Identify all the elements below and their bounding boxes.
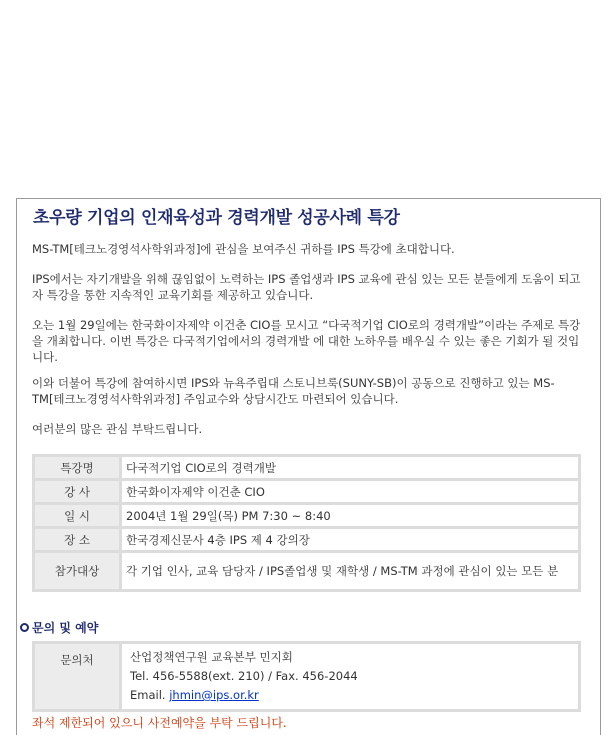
- table-row: [35, 644, 578, 709]
- circle-bullet-icon: [20, 623, 29, 632]
- reservation-notice: 좌석 제한되어 있으니 사전예약을 부탁 드립니다.: [32, 716, 287, 730]
- contact-details: [122, 644, 578, 709]
- email-label: Email.: [130, 688, 166, 702]
- table-value: 다국적기업 CIO로의 경력개발: [122, 457, 578, 478]
- email-link[interactable]: jhmin@ips.or.kr: [169, 688, 259, 702]
- lecture-info-table: [32, 454, 581, 592]
- page-title: 초우량 기업의 인재육성과 경력개발 성공사례 특강: [33, 208, 400, 228]
- table-row: [35, 481, 578, 502]
- contact-email-line: [130, 686, 570, 705]
- intro-paragraph: MS-TM[테크노경영석사학위과정]에 관심을 보여주신 귀하를 IPS 특강에 초대합니다.: [32, 242, 455, 256]
- table-row: [35, 457, 578, 478]
- table-value: 각 기업 인사, 교육 담당자 / IPS졸업생 및 재학생 / MS-TM 과정에 관심이 있는 모든 분: [122, 553, 578, 589]
- contact-org: 산업정책연구원 교육본부 민지회: [130, 650, 293, 664]
- table-key: 강 사: [35, 481, 119, 502]
- table-row: [35, 529, 578, 550]
- table-key: 장 소: [35, 529, 119, 550]
- table-value: 2004년 1월 29일(목) PM 7:30 ~ 8:40: [122, 505, 578, 526]
- table-row: [35, 553, 578, 589]
- contact-table: [32, 641, 581, 712]
- table-row: [35, 505, 578, 526]
- table-key: 일 시: [35, 505, 119, 526]
- contact-section-title: 문의 및 예약: [32, 621, 99, 635]
- contact-phone: Tel. 456-5588(ext. 210) / Fax. 456-2044: [130, 669, 358, 683]
- table-value: 한국화이자제약 이건춘 CIO: [122, 481, 578, 502]
- consultation-paragraph: 이와 더불어 특강에 참여하시면 IPS와 뉴욕주립대 스토니브룩(SUNY-SB)이 공동으로 진행하고 있는 MS-TM[테크노경영석사학위과정] 주임교수와 상담시간도 마련되어 있습니다.: [32, 376, 555, 406]
- table-key: 특강명: [35, 457, 119, 478]
- table-value: 한국경제신문사 4층 IPS 제 4 강의장: [122, 529, 578, 550]
- contact-key: 문의처: [35, 644, 119, 709]
- contact-section-heading: [20, 619, 98, 636]
- lecture-paragraph: 오는 1월 29일에는 한국화이자제약 이건춘 CIO를 모시고 “다국적기업 CIO로의 경력개발”이라는 주제로 특강을 개최합니다. 이번 특강은 다국적기업에서의 경력개발 에 대한 노하우를 배우실 수 있는 좋은 기회가 될 것입니다.: [32, 318, 581, 364]
- table-key: 참가대상: [35, 553, 119, 589]
- closing-paragraph: 여러분의 많은 관심 부탁드립니다.: [32, 422, 203, 436]
- description-paragraph: IPS에서는 자기개발을 위해 끊임없이 노력하는 IPS 졸업생과 IPS 교육에 관심 있는 모든 분들에게 도움이 되고자 특강을 통한 지속적인 교육기회를 제공하고 있습니다.: [32, 272, 581, 302]
